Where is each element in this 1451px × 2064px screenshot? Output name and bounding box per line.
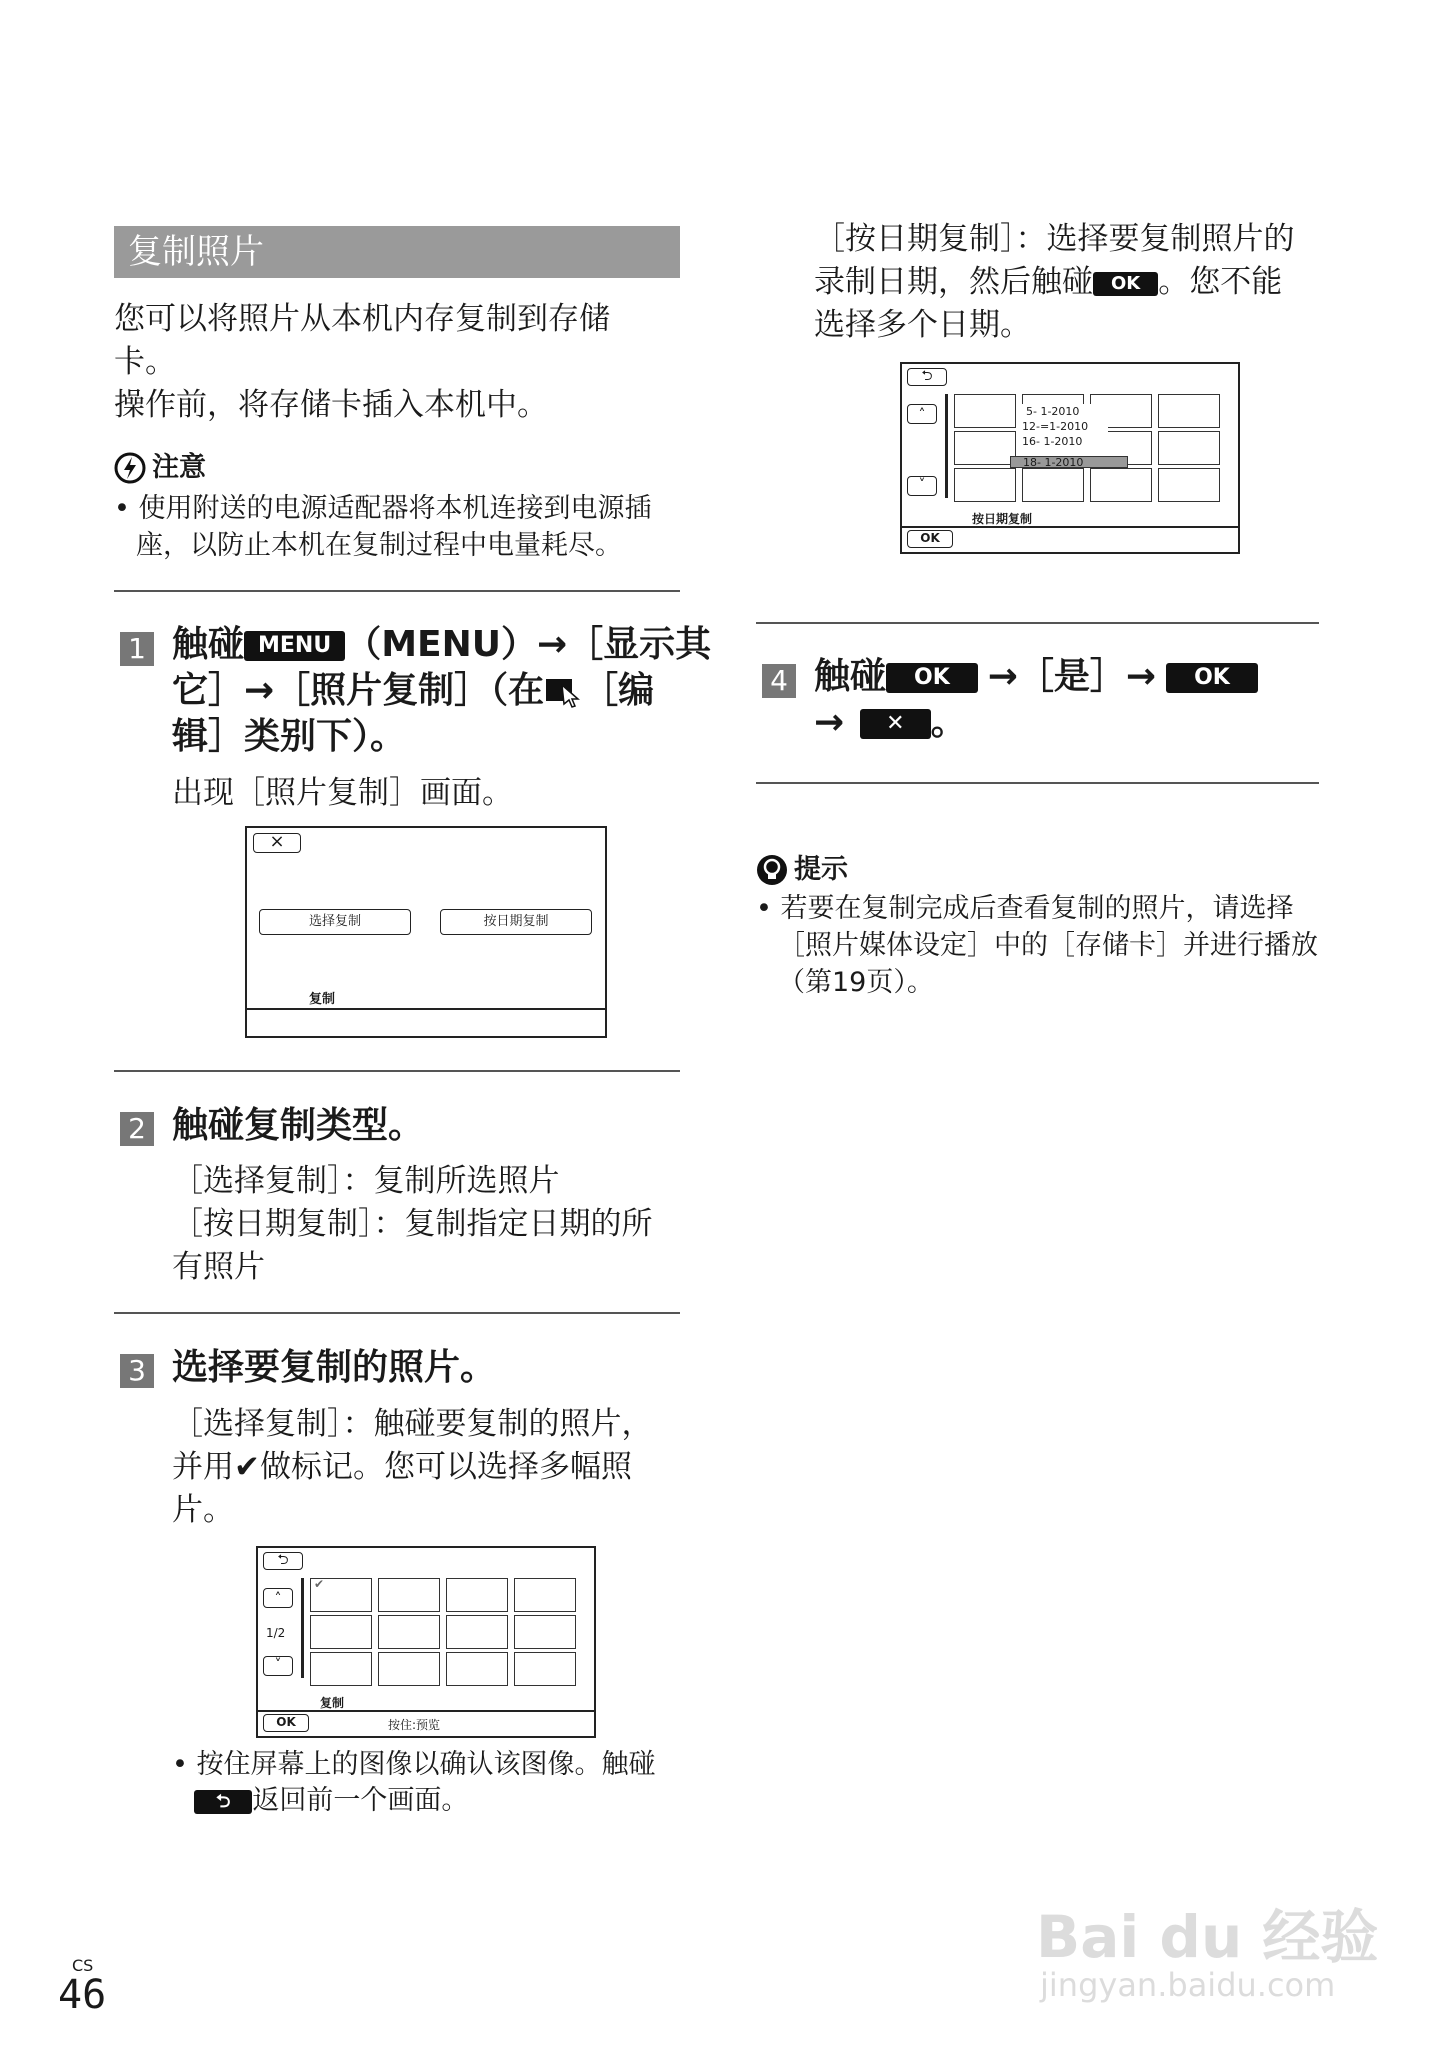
scroll-up-button[interactable]: ˄ [907,404,937,424]
step4-yes: →［是］→ [987,656,1157,697]
scroll-down-button[interactable]: ˅ [907,476,937,496]
tip-lightbulb-icon [756,854,788,886]
watermark-logo: Bai du 经验 [1036,1903,1379,1971]
divider [756,782,1319,784]
intro-line-1: 您可以将照片从本机内存复制到存储 [114,301,610,337]
step1-menu-path: （MENU）→［显示其 [345,624,712,665]
screen-divider [247,1008,605,1010]
step4-touch: 触碰 [814,656,887,697]
step4-heading-line1 [814,654,1258,700]
date-item[interactable]: 5- 1-2010 [1026,405,1080,418]
step3-note-tail: 返回前一个画面。 [252,1785,469,1816]
step3-line-3: 片。 [172,1492,234,1528]
step-number: 4 [762,664,796,698]
selected-date[interactable]: 18- 1-2010 [1010,456,1128,468]
select-copy-screen [256,1546,596,1738]
thumbnail[interactable] [310,1652,372,1686]
step4-end: 。 [930,702,967,743]
caution-text-1: • 使用附送的电源适配器将本机连接到电源插 [114,493,652,524]
step1-path-2: 它］→［照片复制］（在 [172,670,545,711]
intro-line-2: 卡。 [114,344,176,380]
step-number: 1 [120,632,154,666]
thumbnail[interactable] [1022,468,1084,502]
back-button[interactable]: ⮌ [263,1552,303,1570]
step3-note-2 [194,1782,468,1819]
page-number: 46 [58,1972,107,2018]
step3-heading: 选择要复制的照片。 [172,1347,497,1388]
ok-button-icon: OK [1093,272,1158,296]
thumbnail[interactable] [514,1615,576,1649]
back-button[interactable]: ⮌ [907,368,947,386]
screen-divider [902,526,1238,528]
step1-touch: 触碰 [172,624,245,665]
screen-label: 复制 [309,992,336,1007]
screen-divider [258,1710,594,1712]
thumbnail[interactable] [954,394,1016,428]
date-item[interactable]: 12-=1-2010 [1022,420,1089,433]
thumbnail[interactable] [446,1578,508,1612]
photo-copy-screen [245,826,607,1038]
thumbnail[interactable] [378,1615,440,1649]
divider [756,622,1319,624]
step-number: 2 [120,1112,154,1146]
tip-line-3: （第19页）。 [778,967,934,998]
step3-note-1: • 按住屏幕上的图像以确认该图像。触碰 [172,1749,656,1780]
date-item[interactable]: 16- 1-2010 [1022,435,1083,448]
step2-heading: 触碰复制类型。 [172,1105,425,1146]
thumbnail[interactable] [1158,394,1220,428]
select-copy-button[interactable]: 选择复制 [259,909,411,935]
close-icon: ✕ [860,709,930,739]
scrollbar[interactable] [301,1578,304,1678]
preview-hint: 按住:预览 [388,1718,441,1732]
date-copy-text-tail: 。您不能 [1158,264,1283,300]
step4-arrow: → [814,702,845,743]
thumbnail[interactable] [446,1652,508,1686]
back-button-icon: ⮌ [194,1790,252,1814]
thumbnail[interactable] [954,431,1016,465]
date-copy-line-2 [814,261,1282,304]
caution-icon [114,452,146,484]
ok-button[interactable]: OK [263,1714,309,1732]
ok-button[interactable]: OK [907,530,953,548]
date-copy-text: 录制日期，然后触碰 [814,264,1093,300]
step1-heading-line2 [172,668,654,714]
tip-line-2: ［照片媒体设定］中的［存储卡］并进行播放 [778,930,1318,961]
date-copy-line-3: 选择多个日期。 [814,307,1031,343]
thumbnail[interactable] [1090,468,1152,502]
step2-line-1: ［选择复制］：复制所选照片 [172,1163,560,1199]
thumbnail[interactable] [378,1652,440,1686]
thumbnail[interactable] [446,1615,508,1649]
language-code: CS [72,1956,94,1975]
thumbnail[interactable] [514,1578,576,1612]
screen-label: 按日期复制 [972,512,1033,526]
date-copy-screen [900,362,1240,554]
thumbnail[interactable] [310,1578,372,1612]
page-indicator: 1/2 [266,1626,286,1640]
scroll-down-button[interactable]: ˅ [263,1656,293,1676]
section-title: 复制照片 [114,226,680,278]
close-button[interactable]: × [253,833,301,853]
divider [114,1312,680,1314]
menu-button-icon: MENU [244,631,345,661]
divider [114,590,680,592]
step1-heading-line1 [172,622,711,668]
date-copy-button[interactable]: 按日期复制 [440,909,592,935]
divider [114,1070,680,1072]
thumbnail[interactable] [514,1652,576,1686]
screen-label: 复制 [320,1696,345,1710]
step1-description: 出现［照片复制］画面。 [172,775,513,811]
check-icon: ✔ [314,1577,325,1591]
tip-line-1: • 若要在复制完成后查看复制的照片，请选择 [756,893,1294,924]
thumbnail[interactable] [310,1615,372,1649]
edit-category-icon [544,675,582,709]
step1-heading-line3: 辑］类别下）。 [172,716,407,757]
step4-heading-line2 [814,700,967,746]
intro-line-3: 操作前，将存储卡插入本机中。 [114,387,548,423]
thumbnail[interactable] [1158,431,1220,465]
caution-text-2: 座，以防止本机在复制过程中电量耗尽。 [136,530,622,561]
caution-title: 注意 [152,452,206,483]
step3-line-1: ［选择复制］：触碰要复制的照片， [172,1406,653,1442]
ok-button-icon: OK [1166,663,1258,693]
watermark-url: jingyan.baidu.com [1040,1966,1336,2004]
step2-line-2: ［按日期复制］：复制指定日期的所 [172,1206,653,1242]
step1-path-2b: ［编 [582,670,655,711]
step-number: 3 [120,1354,154,1388]
step2-line-3: 有照片 [172,1249,265,1285]
tip-title: 提示 [794,854,848,885]
date-list[interactable] [1022,404,1108,464]
date-copy-line-1: ［按日期复制］：选择要复制照片的 [814,221,1295,257]
scrollbar[interactable] [945,394,948,498]
thumbnail[interactable] [378,1578,440,1612]
thumbnail[interactable] [1158,468,1220,502]
ok-button-icon: OK [886,663,978,693]
scroll-up-button[interactable]: ˄ [263,1588,293,1608]
step3-line-2: 并用✔做标记。您可以选择多幅照 [172,1449,632,1485]
thumbnail[interactable] [954,468,1016,502]
